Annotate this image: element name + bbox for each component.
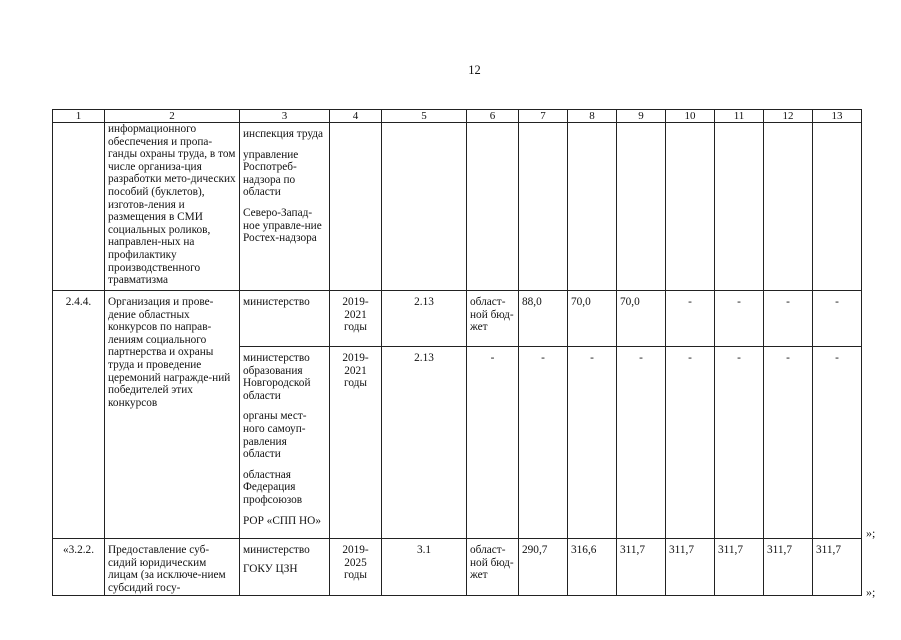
cell-value: 311,7 [715, 539, 764, 596]
cell-source: област-ной бюд-жет [467, 291, 519, 347]
executor-text: инспекция труда [243, 128, 324, 140]
cell-description: Предоставление суб-сидий юридическим лицам (за исключе-нием субсидий госу- [105, 539, 240, 596]
cell-indicator: 2.13 [382, 291, 467, 347]
table-row-continuation [53, 123, 862, 291]
column-number: 3 [240, 110, 330, 123]
executor-text: Северо-Запад-ное управле-ние Ростех-надзора [243, 206, 322, 245]
column-number: 9 [617, 110, 666, 123]
closing-quote-3-2-2: »; [866, 585, 876, 599]
page-number: 12 [468, 63, 481, 77]
cell-value: - [715, 347, 764, 539]
cell-executors [240, 539, 330, 596]
cell-value: - [813, 291, 862, 347]
table-row-3-2-2 [53, 539, 862, 596]
cell-value: - [666, 291, 715, 347]
cell-description: информационного обеспечения и пропа-ганды охраны труда, в том числе организа-ция разработки мето-дических пособий (буклетов), изготов-ления и размещения в СМИ социальных роликов, направлен-ных на профилактику производственного травматизма [105, 123, 240, 291]
executor-text: областная Федерация профсоюзов [243, 468, 303, 506]
cell-value: - [813, 347, 862, 539]
cell-value: 70,0 [617, 291, 666, 347]
cell-executors [240, 123, 330, 291]
column-number: 4 [330, 110, 382, 123]
cell-number: 2.4.4. [53, 291, 105, 539]
executor-text: ГОКУ ЦЗН [243, 562, 298, 575]
column-number: 8 [568, 110, 617, 123]
column-number: 1 [53, 110, 105, 123]
cell-value: - [519, 347, 568, 539]
cell-value: 316,6 [568, 539, 617, 596]
column-number: 7 [519, 110, 568, 123]
cell-number [53, 123, 105, 291]
column-number: 13 [813, 110, 862, 123]
cell-source: област-ной бюд-жет [467, 539, 519, 596]
cell-source: - [467, 347, 519, 539]
program-table [52, 109, 862, 596]
executor-text: органы мест-ного самоуп-равления области [243, 410, 307, 461]
executor-text: министерство [243, 544, 310, 556]
cell-value: - [764, 291, 813, 347]
cell-value: - [764, 347, 813, 539]
column-number: 6 [467, 110, 519, 123]
column-number-row [53, 110, 862, 123]
cell-executors [240, 347, 330, 539]
cell-value: - [568, 347, 617, 539]
column-number: 11 [715, 110, 764, 123]
cell-period: 2019-2021 годы [330, 291, 382, 347]
closing-quote-2-4-4: »; [866, 526, 876, 540]
cell-indicator: 3.1 [382, 539, 467, 596]
cell-value: 311,7 [813, 539, 862, 596]
cell-description: Организация и прове-дение областных конкурсов по направ-лениям социального партнерства и охраны труда и проведение церемоний награжде-ний победителей этих конкурсов [105, 291, 240, 539]
executor-text: министерство образования Новгородской области [243, 352, 311, 402]
cell-period: 2019-2025 годы [330, 539, 382, 596]
cell-value: 311,7 [666, 539, 715, 596]
cell-value: 70,0 [568, 291, 617, 347]
executor-text: РОР «СПП НО» [243, 514, 321, 527]
cell-number: «3.2.2. [53, 539, 105, 596]
column-number: 5 [382, 110, 467, 123]
executor-text: управление Роспотреб-надзора по области [243, 148, 299, 199]
cell-value: 311,7 [617, 539, 666, 596]
cell-period: 2019-2021 годы [330, 347, 382, 539]
column-number: 10 [666, 110, 715, 123]
cell-value: 88,0 [519, 291, 568, 347]
column-number: 2 [105, 110, 240, 123]
column-number: 12 [764, 110, 813, 123]
cell-indicator: 2.13 [382, 347, 467, 539]
cell-value: - [666, 347, 715, 539]
table-row-2-4-4-a [53, 291, 862, 347]
cell-value: 311,7 [764, 539, 813, 596]
cell-executor: министерство [240, 291, 330, 347]
cell-value: - [617, 347, 666, 539]
cell-value: 290,7 [519, 539, 568, 596]
cell-value: - [715, 291, 764, 347]
